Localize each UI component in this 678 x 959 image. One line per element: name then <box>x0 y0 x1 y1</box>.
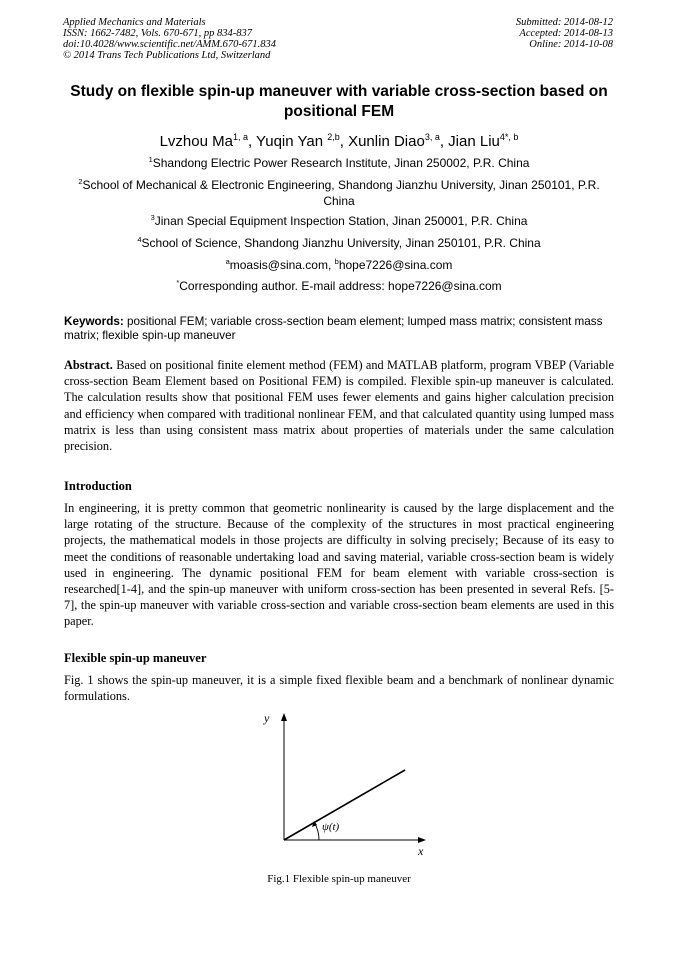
author-list <box>40 133 638 151</box>
abstract-label: Abstract. <box>64 358 113 372</box>
email-b-marker: b <box>334 257 339 266</box>
keywords-text: positional FEM; variable cross-section beam element; lumped mass matrix; consistent mass matrix; flexible spin-up maneuver <box>64 315 603 342</box>
paper-title <box>60 82 618 122</box>
author-3: , Xunlin Diao <box>339 133 425 150</box>
paper-title-line-2: positional FEM <box>283 103 395 120</box>
author-4: , Jian Liu <box>439 133 500 150</box>
affiliation-4 <box>60 235 618 251</box>
keywords-label: Keywords: <box>64 315 124 328</box>
affiliation-1 <box>60 155 618 171</box>
email-a[interactable]: moasis@sina.com, <box>229 258 335 272</box>
corresponding-text: Corresponding author. E-mail address: hope7226@sina.com <box>179 279 502 293</box>
submission-dates <box>516 17 613 50</box>
journal-issn: ISSN: 1662-7482, Vols. 670-671, pp 834-837 <box>63 28 252 39</box>
email-b[interactable]: hope7226@sina.com <box>338 258 453 272</box>
abstract-text: Based on positional finite element method (FEM) and MATLAB platform, program VBEP (Variable cross-section Beam Element based on Positional FEM) is compiled. Flexible spin-up maneuver is calculated. The calculation results show that positional FEM uses fewer elements and gains higher calculation precision and efficiency when compared with traditional nonlinear FEM, and that calculated quantity using lumped mass matrix is less than using consistent mass matrix about properties of materials under the same calculation precision. <box>64 358 614 454</box>
spin-up-text: Fig. 1 shows the spin-up maneuver, it is a simple fixed flexible beam and a benchmark of nonlinear dynamic formulations. <box>64 673 614 704</box>
keywords <box>64 315 614 342</box>
y-axis-arrow <box>281 713 287 721</box>
figure-caption: Fig.1 Flexible spin-up maneuver <box>267 873 411 885</box>
angle-label: ψ(t) <box>322 821 340 833</box>
author-1: Lvzhou Ma <box>159 133 233 150</box>
author-4-affil: 4*, b <box>499 132 519 142</box>
y-axis-label: y <box>264 711 270 725</box>
accepted-date: Accepted: 2014-08-13 <box>519 28 613 39</box>
corresponding-author <box>60 278 618 294</box>
introduction-text: In engineering, it is pretty common that geometric nonlinearity is caused by the large displacement and the large rotating of the structure. Because of the complexity of the structures in most practical engineering projects, the mathematical models in those projects are difficulty in solving precisely; Because of its easy to meet the conditions of reasonable undertaking load and saving material, variable cross-section beam is widely used in engineering. The dynamic positional FEM for beam element with variable cross-section is researched[1-4], and the spin-up maneuver with uniform cross-section has been presented in several Refs. [5-7], the spin-up maneuver with variable cross-section and variable cross-section beam elements are used in this paper. <box>64 501 614 629</box>
x-axis-label: x <box>418 844 424 858</box>
affiliation-2 <box>60 177 618 209</box>
affiliation-3 <box>60 213 618 229</box>
journal-name: Applied Mechanics and Materials <box>63 17 206 28</box>
email-a-marker: a <box>225 257 230 266</box>
submitted-date: Submitted: 2014-08-12 <box>515 17 613 28</box>
affiliation-3-text: Jinan Special Equipment Inspection Station, Jinan 250001, P.R. China <box>154 214 528 228</box>
affiliation-1-text: Shandong Electric Power Research Institute, Jinan 250002, P.R. China <box>152 156 530 170</box>
author-1-affil: 1, a <box>232 132 248 142</box>
corresponding-marker: * <box>176 278 180 287</box>
author-3-affil: 3, a <box>424 132 440 142</box>
affiliation-4-number: 4 <box>137 235 142 244</box>
abstract <box>64 357 614 454</box>
introduction-heading: Introduction <box>64 479 132 493</box>
paper-title-line-1: Study on flexible spin-up maneuver with variable cross-section based on <box>70 83 608 100</box>
spin-up-figure <box>260 708 430 863</box>
flexible-beam <box>284 770 405 840</box>
author-2: , Yuqin Yan <box>247 133 328 150</box>
journal-copyright: © 2014 Trans Tech Publications Ltd, Switzerland <box>63 50 271 61</box>
affiliation-2-number: 2 <box>78 177 83 186</box>
email-line <box>60 257 618 273</box>
affiliation-2-text-cont: China <box>323 194 355 208</box>
journal-info <box>63 17 276 61</box>
affiliation-4-text: School of Science, Shandong Jianzhu University, Jinan 250101, P.R. China <box>141 236 541 250</box>
author-2-affil: 2,b <box>327 132 340 142</box>
affiliation-2-text: School of Mechanical & Electronic Engineering, Shandong Jianzhu University, Jinan 250101, P.R. <box>82 178 600 192</box>
affiliation-1-number: 1 <box>148 155 153 164</box>
journal-doi: doi:10.4028/www.scientific.net/AMM.670-671.834 <box>63 39 276 50</box>
affiliation-3-number: 3 <box>150 213 155 222</box>
spin-up-heading: Flexible spin-up maneuver <box>64 651 207 665</box>
online-date: Online: 2014-10-08 <box>529 39 613 50</box>
x-axis-arrow <box>418 837 426 843</box>
